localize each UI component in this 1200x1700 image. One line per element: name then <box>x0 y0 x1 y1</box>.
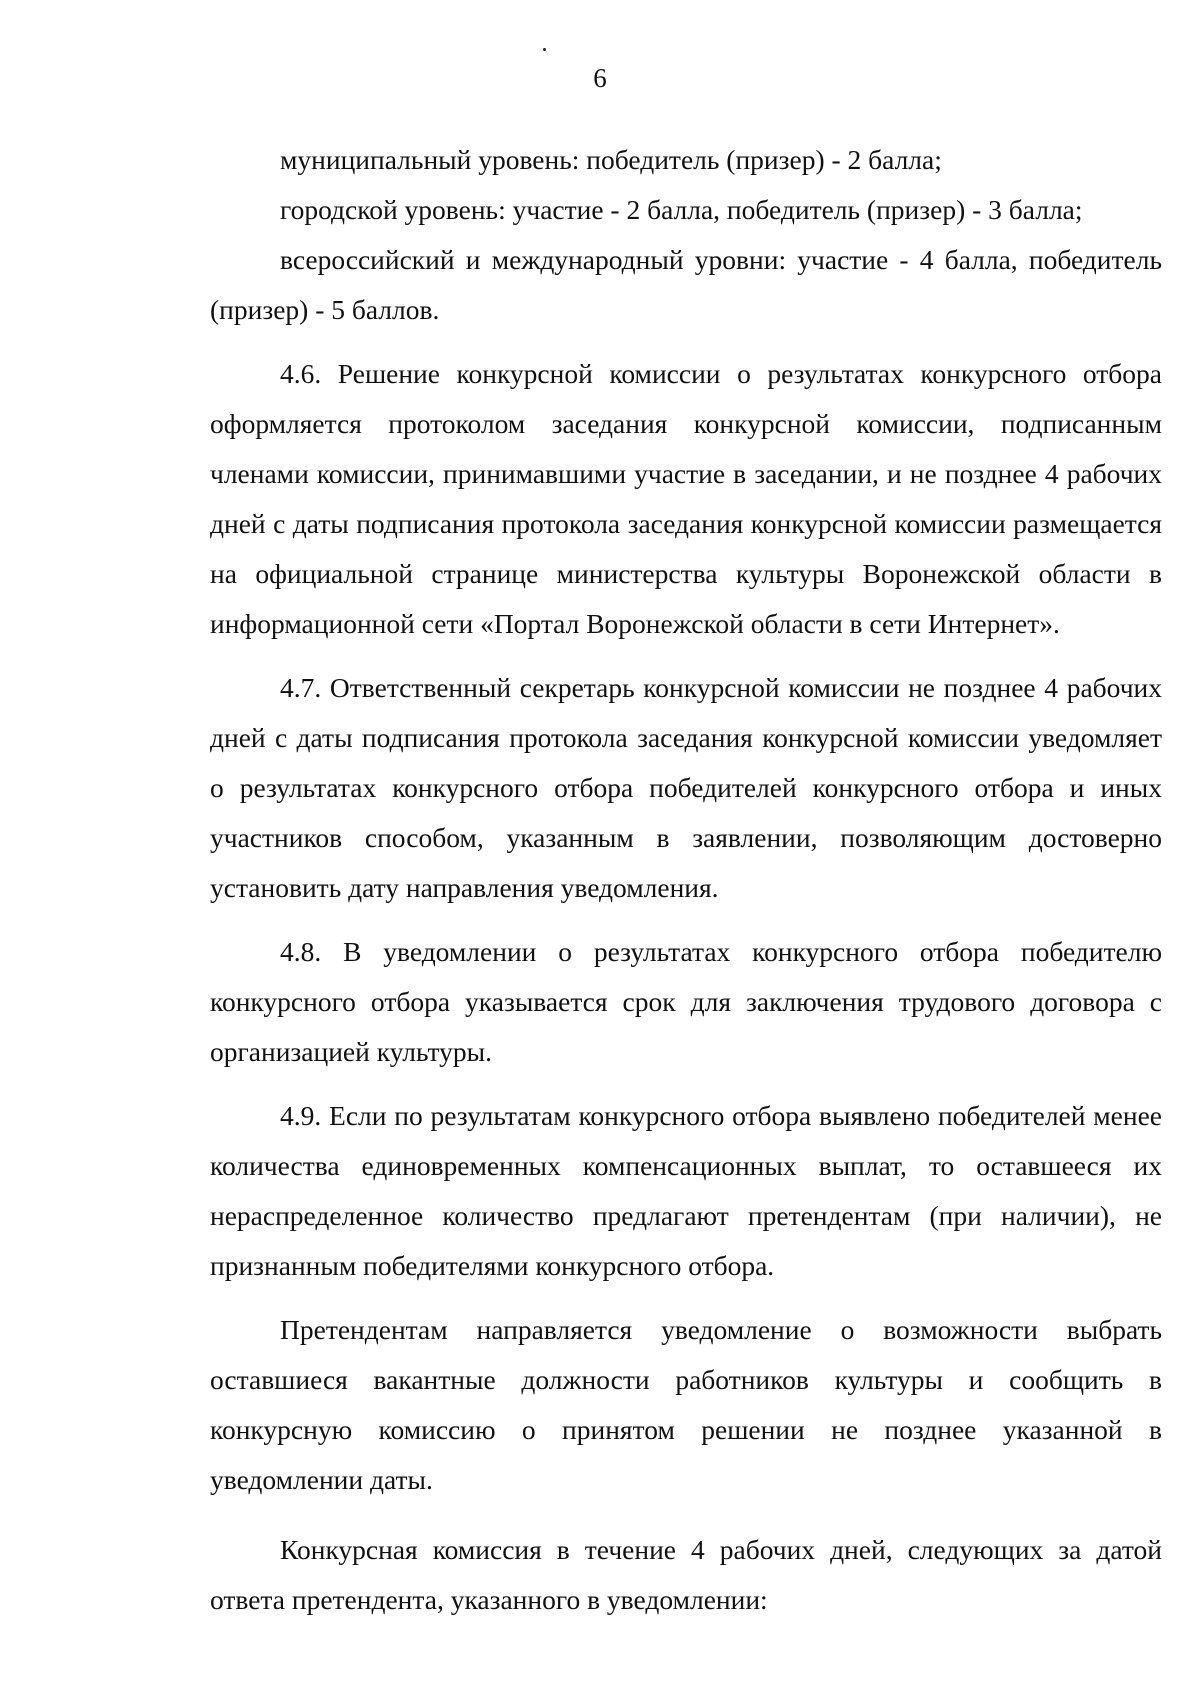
scan-speck <box>543 48 546 51</box>
paragraph-4-8: 4.8. В уведомлении о результатах конкурсного отбора победителю конкурсного отбора указывается срок для заключения трудового договора с организацией культуры. <box>210 936 1162 1067</box>
paragraph-4-9: 4.9. Если по результатам конкурсного отбора выявлено победителей менее количества единовременных компенсационных выплат, то оставшееся их нераспределенное количество предлагают претендентам (при наличии), не признанным победителями конкурсного отбора. <box>210 1100 1162 1281</box>
paragraph-municipal-level: муниципальный уровень: победитель (призер) - 2 балла; <box>280 144 942 175</box>
page-number: 6 <box>593 63 607 93</box>
paragraph-commission-actions: Конкурсная комиссия в течение 4 рабочих дней, следующих за датой ответа претендента, указанного в уведомлении: <box>210 1534 1162 1615</box>
document-body <box>210 135 1162 1625</box>
paragraph-4-6: 4.6. Решение конкурсной комиссии о результатах конкурсного отбора оформляется протоколом заседания конкурсной комиссии, подписанным членами комиссии, принимавшими участие в заседании, и не позднее 4 рабочих дней с даты подписания протокола заседания конкурсной комиссии размещается на официальной странице министерства культуры Воронежской области в информационной сети «Портал Воронежской области в сети Интернет». <box>210 358 1162 639</box>
paragraph-4-7: 4.7. Ответственный секретарь конкурсной комиссии не позднее 4 рабочих дней с даты подписания протокола заседания конкурсной комиссии уведомляет о результатах конкурсного отбора победителей конкурсного отбора и иных участников способом, указанным в заявлении, позволяющим достоверно установить дату направления уведомления. <box>210 672 1162 903</box>
paragraph-city-level: городской уровень: участие - 2 балла, победитель (призер) - 3 балла; <box>280 194 1083 225</box>
paragraph-applicants-notice: Претендентам направляется уведомление о возможности выбрать оставшиеся вакантные должности работников культуры и сообщить в конкурсную комиссию о принятом решении не позднее указанной в уведомлении даты. <box>210 1314 1162 1495</box>
paragraph-national-level: всероссийский и международный уровни: участие - 4 балла, победитель (призер) - 5 баллов. <box>210 244 1162 325</box>
